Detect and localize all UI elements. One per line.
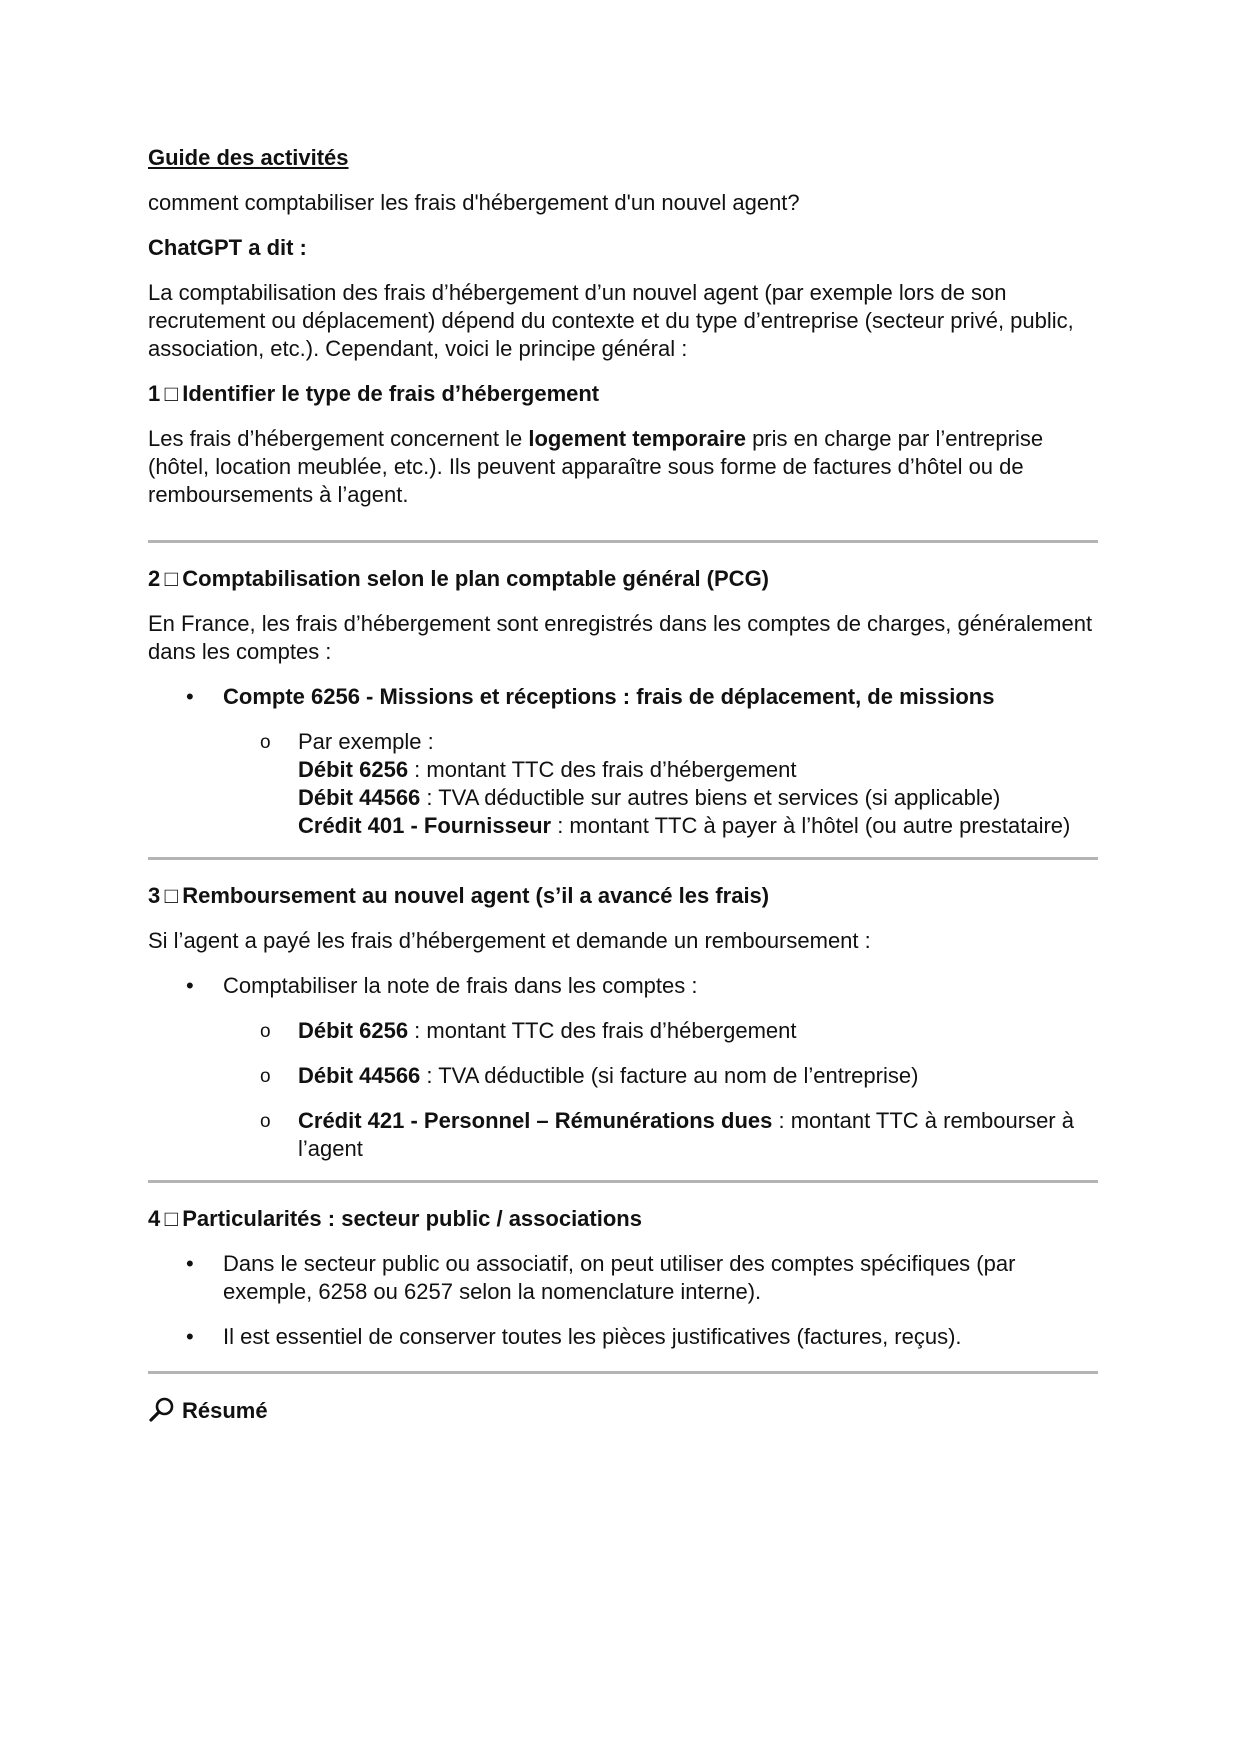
section-divider xyxy=(148,540,1098,543)
section-2-heading xyxy=(148,565,1098,593)
emphasis: logement temporaire xyxy=(528,426,746,451)
section-2-list xyxy=(148,683,1098,840)
section-divider xyxy=(148,857,1098,860)
section-divider xyxy=(148,1180,1098,1183)
section-3-number: 3 xyxy=(148,883,161,908)
section-4-heading xyxy=(148,1205,1098,1233)
summary-title: Résumé xyxy=(182,1398,268,1423)
section-1-number: 1 xyxy=(148,381,161,406)
entry-line: Débit 6256 : montant TTC des frais d’hébergement xyxy=(298,757,797,782)
section-4-number: 4 xyxy=(148,1206,161,1231)
entry-line: Crédit 401 - Fournisseur : montant TTC à payer à l’hôtel (ou autre prestataire) xyxy=(298,813,1071,838)
list-item xyxy=(223,972,1098,1163)
section-1-heading xyxy=(148,380,1098,408)
section-3-heading xyxy=(148,882,1098,910)
section-1-paragraph: Les frais d’hébergement concernent le logement temporaire pris en charge par l’entreprise (hôtel, location meublée, etc.). Ils peuvent apparaître sous forme de factures d’hôtel ou de remboursements à l’agent. xyxy=(148,426,1044,507)
section-3-list xyxy=(148,972,1098,1163)
section-divider xyxy=(148,1371,1098,1374)
box-glyph: □ xyxy=(164,566,178,591)
example-intro: o Par exemple : xyxy=(298,729,434,754)
summary-heading xyxy=(148,1396,1098,1425)
document-page xyxy=(148,144,1098,1442)
document-title: Guide des activités xyxy=(148,145,349,170)
list-item: • Il est essentiel de conserver toutes les pièces justificatives (factures, reçus). xyxy=(223,1323,1098,1351)
assistant-label: ChatGPT a dit : xyxy=(148,235,307,260)
intro-paragraph: La comptabilisation des frais d’hébergement d’un nouvel agent (par exemple lors de son recrutement ou déplacement) dépend du contexte et du type d’entreprise (secteur privé, public, association, etc.). Cependant, voici le principe général : xyxy=(148,280,1074,361)
sub-list-item: o Débit 6256 : montant TTC des frais d’hébergement xyxy=(298,1017,1098,1045)
sub-list xyxy=(223,728,1098,840)
list-item xyxy=(223,683,1098,840)
section-3-title: Remboursement au nouvel agent (s’il a avancé les frais) xyxy=(182,883,770,908)
magnifier-icon xyxy=(148,1396,176,1424)
box-glyph: □ xyxy=(164,381,178,406)
user-question: comment comptabiliser les frais d'hébergement d'un nouvel agent? xyxy=(148,190,800,215)
sub-list-item: o Débit 44566 : TVA déductible (si facture au nom de l’entreprise) xyxy=(298,1062,1098,1090)
section-2-title: Comptabilisation selon le plan comptable général (PCG) xyxy=(182,566,770,591)
section-2-paragraph: En France, les frais d’hébergement sont enregistrés dans les comptes de charges, généralement dans les comptes : xyxy=(148,611,1093,664)
section-1-title: Identifier le type de frais d’hébergement xyxy=(182,381,600,406)
section-4-title: Particularités : secteur public / associations xyxy=(182,1206,642,1231)
sub-list-item xyxy=(298,728,1098,840)
section-4-list xyxy=(148,1250,1098,1351)
bullet-text: Compte 6256 - Missions et réceptions : frais de déplacement, de missions xyxy=(223,684,995,709)
sub-list xyxy=(223,1017,1098,1163)
section-3-paragraph: Si l’agent a payé les frais d’hébergement et demande un remboursement : xyxy=(148,928,871,953)
bullet-text: Comptabiliser la note de frais dans les comptes : xyxy=(223,973,698,998)
box-glyph: □ xyxy=(164,1206,178,1231)
box-glyph: □ xyxy=(164,883,178,908)
list-item: • Dans le secteur public ou associatif, on peut utiliser des comptes spécifiques (par exemple, 6258 ou 6257 selon la nomenclature interne). xyxy=(223,1250,1098,1306)
sub-list-item: o Crédit 421 - Personnel – Rémunérations dues : montant TTC à rembourser à l’agent xyxy=(298,1107,1098,1163)
section-2-number: 2 xyxy=(148,566,161,591)
entry-line: Débit 44566 : TVA déductible sur autres biens et services (si applicable) xyxy=(298,785,1001,810)
